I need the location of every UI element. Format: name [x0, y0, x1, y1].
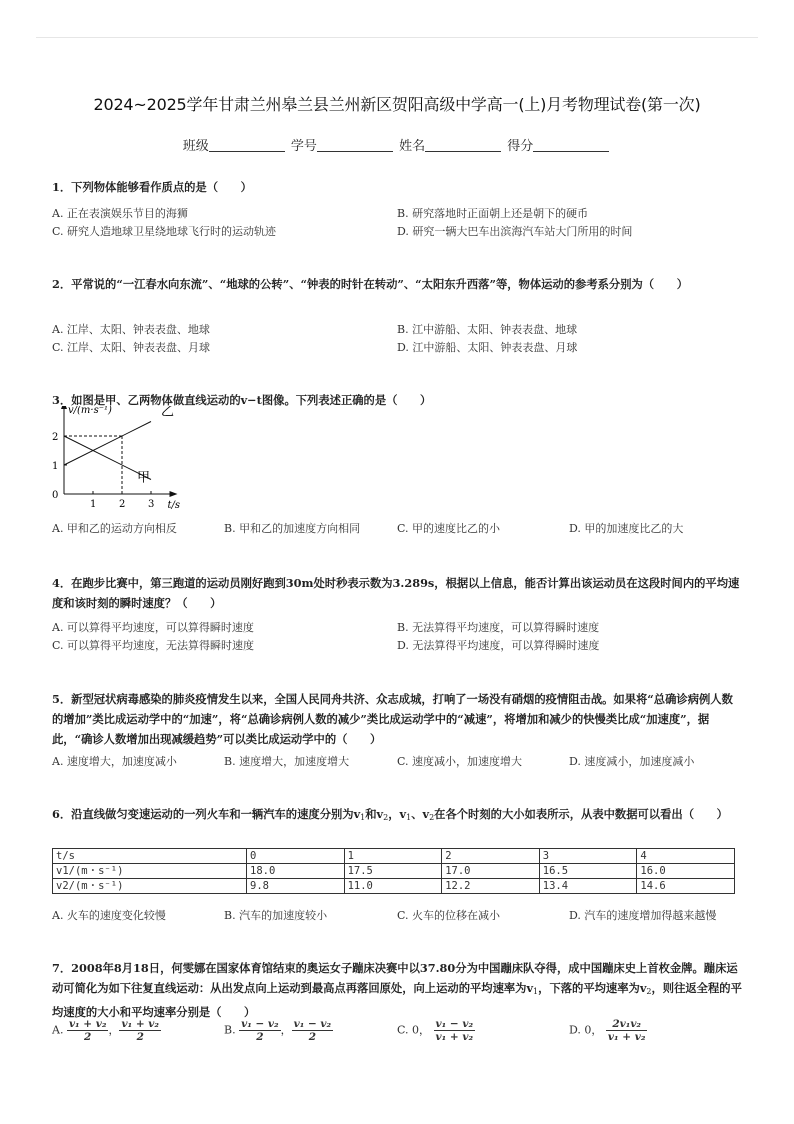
x-tick-label: 2 — [119, 499, 126, 510]
option-d[interactable]: D. 汽车的速度增加得越来越慢 — [569, 909, 717, 922]
option-a[interactable]: A. 可以算得平均速度，可以算得瞬时速度 — [52, 621, 254, 634]
question-5: 5．新型冠状病毒感染的肺炎疫情发生以来，全国人民同舟共济、众志成城，打响了一场没有硝烟的疫情阻击战。如果将“总确诊病例人数的增加”类比成运动学中的“加速”，将“总确诊病例人数的减少”类比成运动学中的“减速”，将增加和减少的快慢类比成“加速度”，据此，“确诊人数增加出现减缓趋势”可以类比成运动学中的（ ） — [52, 692, 733, 746]
table-cell: 12.2 — [442, 879, 540, 894]
table-cell: 11.0 — [344, 879, 442, 894]
table-cell: 4 — [637, 849, 735, 864]
table-cell: 0 — [247, 849, 345, 864]
fraction: $\frac{\text{v₁ − v₂}}{2}$ — [293, 1018, 332, 1043]
option-a[interactable]: A. 正在表演娱乐节目的海狮 — [52, 207, 188, 220]
class-blank[interactable] — [209, 139, 285, 152]
x-tick-label: 1 — [90, 499, 97, 510]
option-c[interactable]: C. 研究人造地球卫星绕地球飞行时的运动轨迹 — [52, 225, 277, 238]
table-cell: 14.6 — [637, 879, 735, 894]
table-cell: 3 — [539, 849, 637, 864]
table-cell: 16.5 — [539, 864, 637, 879]
table-cell: 2 — [442, 849, 540, 864]
question-3: 3．如图是甲、乙两物体做直线运动的v−t图像。下列表述正确的是（ ） — [52, 393, 432, 407]
option-b[interactable]: B. 汽车的加速度较小 — [224, 909, 328, 922]
series-line-yi — [64, 422, 151, 466]
option-b[interactable]: B. 甲和乙的加速度方向相同 — [224, 522, 361, 535]
option-d[interactable]: D. 0， $\frac{\text{2v₁v₂}}{\text{v₁ + v₂}}$ — [569, 1018, 646, 1043]
question-4: 4．在跑步比赛中，第三跑道的运动员刚好跑到30m处时秒表示数为3.289s，根据以上信息，能否计算出该运动员在这段时间内的平均速度和该时刻的瞬时速度？（ ） — [52, 576, 740, 610]
option-a[interactable]: A. 速度增大，加速度减小 — [52, 755, 177, 768]
number-blank[interactable] — [317, 139, 393, 152]
option-a[interactable]: A. $\frac{\text{v₁ + v₂}}{2}$ ， $\frac{\text{v₁ + v₂}}{2}$ — [52, 1018, 159, 1043]
exam-title: 2024~2025学年甘肃兰州皋兰县兰州新区贺阳高级中学高一(上)月考物理试卷(第一次) — [93, 95, 701, 114]
table-cell: 17.5 — [344, 864, 442, 879]
option-b[interactable]: B. $\frac{\text{v₁ − v₂}}{2}$ ， $\frac{\text{v₁ − v₂}}{2}$ — [224, 1018, 332, 1043]
question-7: 7．2008年8月18日，何雯娜在国家体育馆结束的奥运女子蹦床决赛中以37.80分为中国蹦床队夺得，成中国蹦床史上首枚金牌。蹦床运动可简化为如下往复直线运动：从出发点向上运动到最高点再落回原处，向上运动的平均速率为$v_1$，下落的平均速率为$v_2$，则往返全程的平均速度的大小和平均速率分别是（ ） — [52, 961, 742, 1019]
y-tick-label: 2 — [52, 432, 59, 443]
student-info-row — [0, 135, 794, 154]
option-b[interactable]: B. 研究落地时正面朝上还是朝下的硬币 — [397, 207, 589, 220]
fraction: $\frac{\text{v₁ + v₂}}{2}$ — [68, 1018, 107, 1043]
option-b[interactable]: B. 速度增大，加速度增大 — [224, 755, 350, 768]
option-c[interactable]: C. 0， $\frac{\text{v₁ − v₂}}{\text{v₁ + v₂}}$ — [397, 1018, 474, 1043]
option-b[interactable]: B. 无法算得平均速度，可以算得瞬时速度 — [397, 621, 600, 634]
x-axis-arrow — [170, 491, 178, 497]
option-d[interactable]: D. 研究一辆大巴车出滨海汽车站大门所用的时间 — [397, 225, 633, 238]
option-a[interactable]: A. 甲和乙的运动方向相反 — [52, 522, 177, 535]
option-d[interactable]: D. 无法算得平均速度，可以算得瞬时速度 — [397, 639, 600, 652]
number-label: 学号 — [290, 139, 317, 154]
question-2: 2．平常说的“一江春水向东流”、“地球的公转”、“钟表的时针在转动”、“太阳东升西落”等，物体运动的参考系分别为（ ） — [52, 277, 688, 291]
table-cell: 9.8 — [247, 879, 345, 894]
option-a[interactable]: A. 火车的速度变化较慢 — [52, 909, 166, 922]
fraction: $\frac{\text{v₁ + v₂}}{2}$ — [121, 1018, 159, 1043]
question-1: 1．下列物体能够看作质点的是（ ） — [52, 180, 252, 194]
table-cell: t/s — [53, 849, 247, 864]
name-label: 姓名 — [399, 139, 426, 154]
table-cell: 1 — [344, 849, 442, 864]
fraction: $\frac{\text{v₁ − v₂}}{2}$ — [241, 1018, 279, 1043]
option-a[interactable]: A. 江岸、太阳、钟表表盘、地球 — [52, 323, 210, 336]
option-c[interactable]: C. 甲的速度比乙的小 — [397, 522, 501, 535]
option-d[interactable]: D. 速度减小，加速度减小 — [569, 755, 695, 768]
option-c[interactable]: C. 可以算得平均速度，无法算得瞬时速度 — [52, 639, 255, 652]
option-d[interactable]: D. 江中游船、太阳、钟表表盘、月球 — [397, 341, 578, 354]
x-tick-label: 3 — [148, 499, 155, 510]
y-axis-label: v/(m·s⁻¹) — [68, 406, 112, 416]
score-label: 得分 — [507, 139, 534, 154]
option-c[interactable]: C. 火车的位移在减小 — [397, 909, 501, 922]
option-b[interactable]: B. 江中游船、太阳、钟表表盘、地球 — [397, 323, 578, 336]
x-axis-label: t/s — [167, 500, 181, 511]
question-6: 6．沿直线做匀变速运动的一列火车和一辆汽车的速度分别为$v_1$和$v_2$，$v_1$、$v_2$在各个时刻的大小如表所示，从表中数据可以看出（ ） — [52, 807, 728, 822]
vt-graph — [46, 406, 186, 514]
origin-label: 0 — [52, 490, 59, 501]
speed-table — [52, 848, 735, 894]
table-row — [53, 879, 735, 894]
score-blank[interactable] — [533, 139, 609, 152]
table-cell: 17.0 — [442, 864, 540, 879]
table-cell: 13.4 — [539, 879, 637, 894]
table-cell: 18.0 — [247, 864, 345, 879]
fraction: $\frac{\text{2v₁v₂}}{\text{v₁ + v₂}}$ — [607, 1018, 646, 1043]
table-row — [53, 864, 735, 879]
table-cell: v1/(m・s⁻¹) — [53, 864, 247, 879]
table-cell: v2/(m・s⁻¹) — [53, 879, 247, 894]
series-label: 乙 — [161, 406, 175, 420]
option-d[interactable]: D. 甲的加速度比乙的大 — [569, 522, 684, 535]
option-c[interactable]: C. 速度减小，加速度增大 — [397, 755, 523, 768]
series-label: 甲 — [137, 470, 151, 486]
y-tick-label: 1 — [52, 461, 59, 472]
option-c[interactable]: C. 江岸、太阳、钟表表盘、月球 — [52, 341, 211, 354]
top-divider — [36, 37, 758, 38]
y-axis-arrow — [61, 406, 67, 409]
fraction: $\frac{\text{v₁ − v₂}}{\text{v₁ + v₂}}$ — [435, 1018, 474, 1043]
table-row — [53, 849, 735, 864]
name-blank[interactable] — [425, 139, 501, 152]
class-label: 班级 — [182, 139, 209, 154]
table-cell: 16.0 — [637, 864, 735, 879]
